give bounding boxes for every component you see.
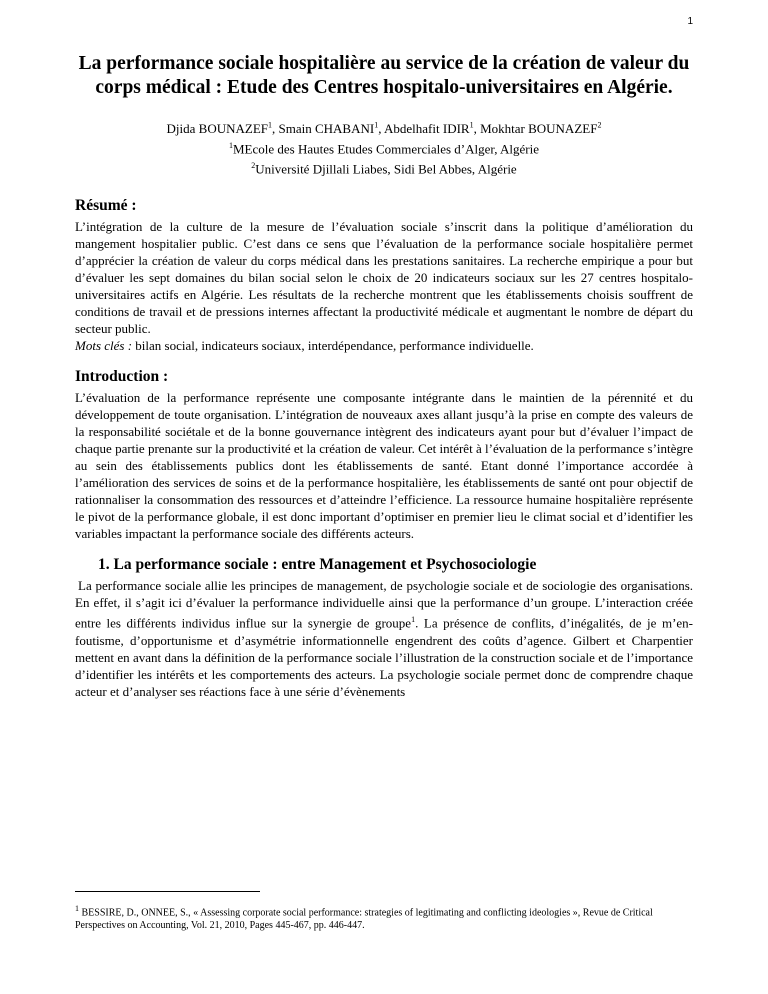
section-1-text: La performance sociale allie les principes de management, de psychologie sociale et de sociologie des organisations. En effet, il s’agit ici d’évaluer la performance individuelle ainsi que la performance d’un groupe. L’interaction créée entre les différents individus influe sur la synergie de groupe$^1$. La présence de conflits, d’inégalités, de je m’en-foutisme, d’opportunisme et d’asymétrie informationnelle engendrent des coûts d’agence. Gilbert et Charpentier mettent en avant dans la définition de la performance sociale l’illustration de la construction sociale et de l’importance d’identifier les intérêts et les comportements des acteurs. La psychologie sociale permet donc de comprendre chaque acteur et d’analyser ses réactions face à une série d’évènements xyxy=(75,578,693,699)
author: Mokhtar BOUNAZEF$^2$ xyxy=(480,121,602,137)
keywords xyxy=(75,337,693,354)
affiliation: $^2$Université Djillali Liabes, Sidi Bel Abbes, Algérie xyxy=(251,160,517,176)
author: Abdelhafit IDIR$^1$, xyxy=(384,121,481,137)
author-list xyxy=(75,118,693,138)
abstract-section xyxy=(75,197,693,354)
footnote-ref[interactable]: 1 xyxy=(411,615,416,625)
author: Smain CHABANI$^1$, xyxy=(278,121,385,137)
introduction-heading: Introduction : xyxy=(75,368,169,386)
abstract-text: L’intégration de la culture de la mesure de l’évaluation sociale s’inscrit dans la politique d’amélioration du mangement hospitalier public. C’est dans ce sens que l’évaluation de la performance sociale hospitalière permet d’apprécier la création de valeur du corps médical dans les prestations sanitaires. La recherche empirique a pour but d’évaluer les sept domaines du bilan social selon le choix de 20 indicateurs sociaux sur les 27 centres hospitalo-universitaires actifs en Algérie. Les résultats de la recherche montrent que les établissements choisis souffrent de conditions de travail et de pressions internes affectant la productivité médicale et augmentant le nombre de départ du secteur public. xyxy=(75,219,693,337)
page-number: 1 xyxy=(687,16,693,27)
section-1-heading: 1. La performance sociale : entre Management et Psychosociologie xyxy=(98,556,537,574)
paper-title: La performance sociale hospitalière au service de la création de valeur du corps médical : Etude des Centres hospitalo-universitaires en Algérie. xyxy=(78,53,690,98)
footnote-area xyxy=(75,891,693,932)
keywords-label: Mots clés : xyxy=(75,338,133,354)
abstract-heading: Résumé : xyxy=(75,197,137,215)
introduction-text: L’évaluation de la performance représente une composante intégrante dans le maintien de la pérennité et du développement de toute organisation. L’intégration de nouveaux axes allant jusqu’à la prise en compte des valeurs de la responsabilité sociétale et de la bonne gouvernance intègrent des indicateurs ayant pour but d’évaluer l’impact de chaque partie prenante sur la productivité et la création de valeur. Cet intérêt à l’évaluation de la performance s’intègre au sein des établissements publics dont les établissements de santé. Etant donné l’importance accordée à l’amélioration des services de soins et de la performance hospitalière, les établissements de santé ont pour objectif de rationnaliser la consommation des ressources et d’atteindre l’efficience. La ressource humaine hospitalière représente le pivot de la performance globale, il est donc important d’optimiser en premier lieu le climat social et d’identifier les variables impactant la performance sociale des différents acteurs. xyxy=(75,390,693,542)
footnote-text: $^1$ BESSIRE, D., ONNEE, S., « Assessing corporate social performance: strategies of legitimating and conflicting ideologies », Revue de Critical Perspectives on Accounting, Vol. 21, 2010, Pages 445-467, pp. 446-447. xyxy=(75,904,653,932)
author: Djida BOUNAZEF$^1$, xyxy=(166,121,279,137)
page-content xyxy=(75,52,693,714)
footnote-rule xyxy=(75,891,260,892)
introduction-section xyxy=(75,368,693,542)
affiliation: $^1$MEcole des Hautes Etudes Commerciales d’Alger, Algérie xyxy=(229,140,539,157)
keywords-text: bilan social, indicateurs sociaux, interdépendance, performance individuelle. xyxy=(132,338,534,354)
authors-block xyxy=(75,118,693,177)
section-1 xyxy=(75,556,693,699)
